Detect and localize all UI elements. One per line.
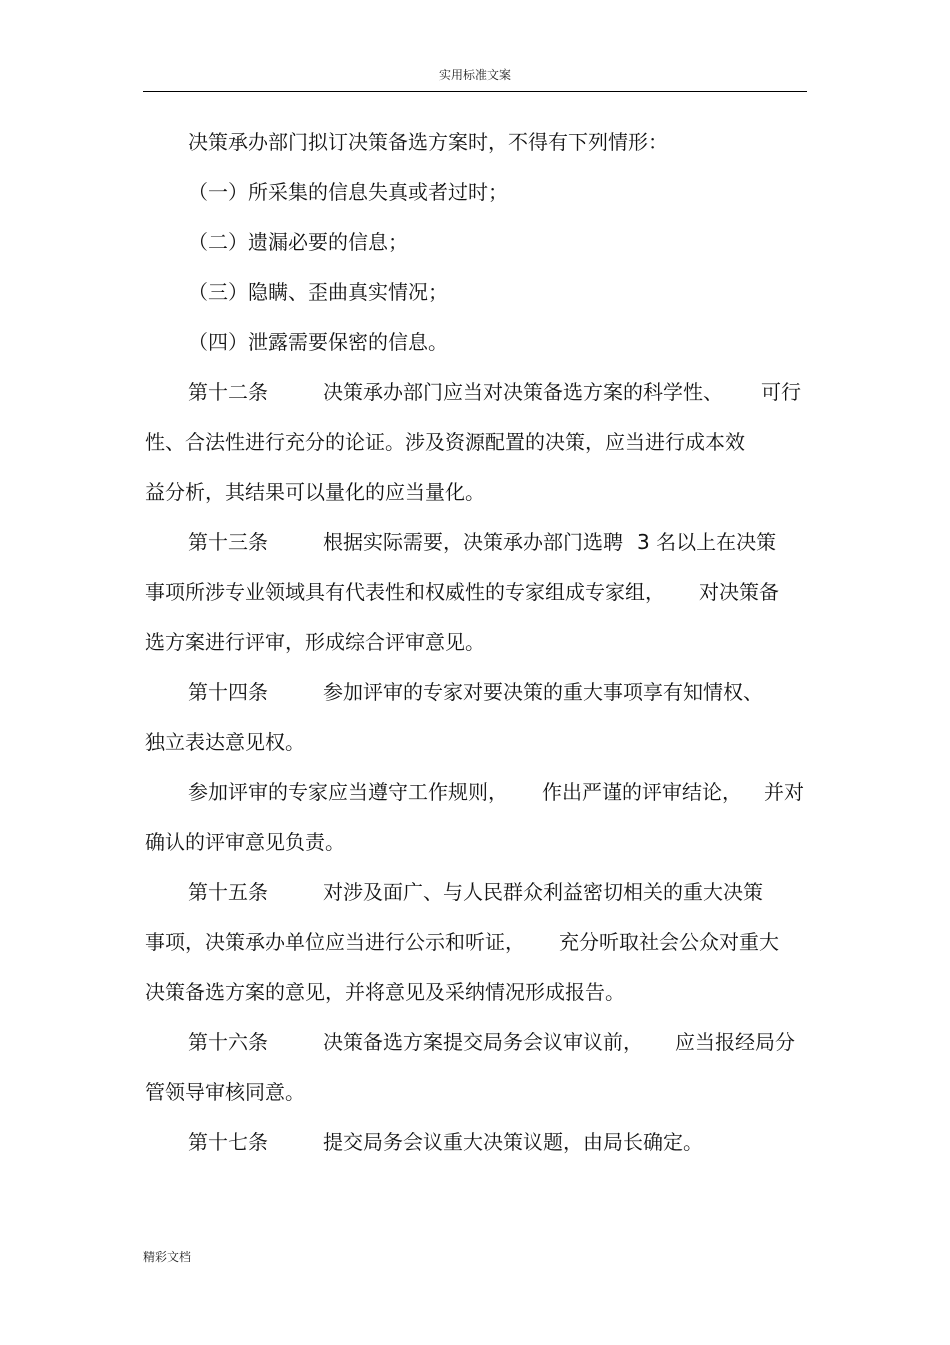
article-text: 应当报经局分 (675, 1030, 795, 1054)
article-text: 3 名以上在决策 (637, 530, 777, 554)
line-text: 参加评审的专家应当遵守工作规则， (188, 780, 508, 804)
page-header: 实用标准文案 (438, 68, 511, 82)
article-12-line (188, 380, 801, 404)
article-text: 提交局务会议重大决策议题，由局长确定。 (323, 1130, 703, 1154)
article-text: 可行 (761, 380, 801, 404)
text-line: 确认的评审意见负责。 (145, 830, 345, 854)
line-text: 作出严谨的评审结论， (542, 780, 742, 804)
article-number: 第十五条 (188, 880, 268, 904)
text-line: 选方案进行评审，形成综合评审意见。 (145, 630, 485, 654)
article-text: 决策备选方案提交局务会议审议前， (323, 1030, 643, 1054)
article-17-line (188, 1130, 703, 1154)
text-line: 管领导审核同意。 (145, 1080, 305, 1104)
text-line: 性、合法性进行充分的论证。涉及资源配置的决策，应当进行成本效 (145, 430, 745, 454)
article-number: 第十七条 (188, 1130, 268, 1154)
list-item: （一）所采集的信息失真或者过时； (188, 180, 508, 204)
line-text: 事项，决策承办单位应当进行公示和听证， (145, 930, 525, 954)
line-text: 并对 (764, 780, 804, 804)
text-line: 决策承办部门拟订决策备选方案时，不得有下列情形： (188, 130, 668, 154)
article-13-line (188, 530, 776, 554)
article-number: 第十六条 (188, 1030, 268, 1054)
page-footer: 精彩文档 (143, 1250, 192, 1264)
list-item: （四）泄露需要保密的信息。 (188, 330, 448, 354)
article-number: 第十四条 (188, 680, 268, 704)
article-16-line (188, 1030, 795, 1054)
line-text: 充分听取社会公众对重大 (559, 930, 779, 954)
text-line (145, 580, 779, 604)
article-text: 对涉及面广、与人民群众利益密切相关的重大决策 (323, 880, 763, 904)
article-text: 参加评审的专家对要决策的重大事项享有知情权、 (323, 680, 763, 704)
header-divider (143, 91, 807, 92)
article-number: 第十三条 (188, 530, 268, 554)
article-text: 决策承办部门应当对决策备选方案的科学性、 (323, 380, 723, 404)
article-number: 第十二条 (188, 380, 268, 404)
text-line (188, 780, 804, 804)
article-14-line (188, 680, 763, 704)
article-15-line (188, 880, 763, 904)
line-text: 事项所涉专业领域具有代表性和权威性的专家组成专家组， (145, 580, 665, 604)
text-line: 益分析，其结果可以量化的应当量化。 (145, 480, 485, 504)
list-item: （二）遗漏必要的信息； (188, 230, 408, 254)
text-line: 决策备选方案的意见，并将意见及采纳情况形成报告。 (145, 980, 625, 1004)
line-text: 对决策备 (699, 580, 779, 604)
text-line: 独立表达意见权。 (145, 730, 305, 754)
list-item: （三）隐瞒、歪曲真实情况； (188, 280, 448, 304)
article-text: 根据实际需要，决策承办部门选聘 (323, 530, 623, 554)
text-line (145, 930, 779, 954)
